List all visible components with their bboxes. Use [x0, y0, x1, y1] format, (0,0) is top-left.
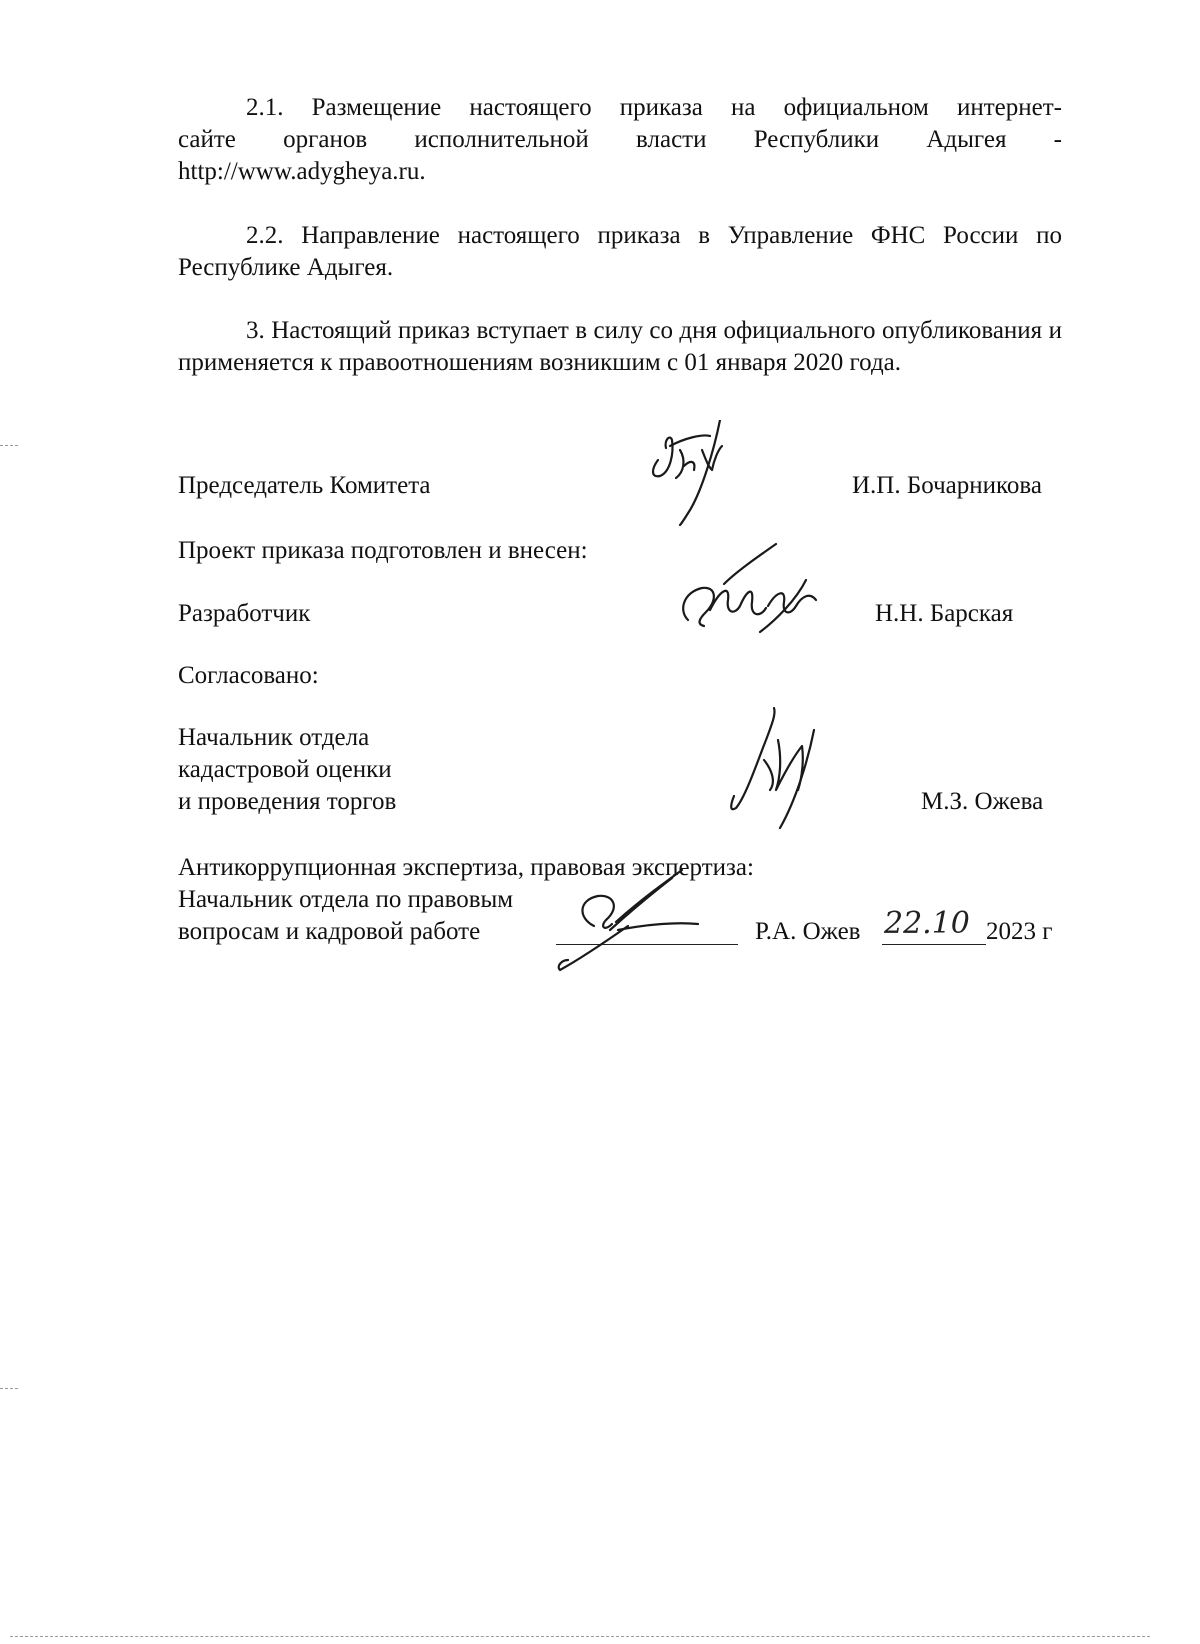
project-note: Проект приказа подготовлен и внесен:	[178, 537, 588, 564]
paragraph-2-1-line-1: 2.1. Размещение настоящего приказа на официальном интернет-	[246, 94, 1062, 121]
expertise-label: Антикоррупционная экспертиза, правовая экспертиза:	[178, 854, 754, 881]
date-underline	[882, 944, 986, 945]
head-legal-line-2: вопросам и кадровой работе	[178, 918, 481, 945]
head-legal-line-1: Начальник отдела по правовым	[178, 886, 514, 913]
paragraph-2-1-line-3: http://www.adygheya.ru.	[178, 158, 426, 185]
head-appraisal-signature	[724, 700, 834, 840]
head-appraisal-line-3: и проведения торгов	[178, 788, 397, 815]
head-legal-name: Р.А. Ожев	[755, 918, 861, 945]
paragraph-2-2: 2.2. Направление настоящего приказа в Управление ФНС России по Республике Адыгея.	[178, 222, 1062, 281]
head-appraisal-line-1: Начальник отдела	[178, 724, 370, 751]
paragraph-2-1-line-2: сайте органов исполнительной власти Республики Адыгея -	[178, 126, 1062, 153]
head-appraisal-line-2: кадастровой оценки	[178, 756, 392, 783]
head-appraisal-name: М.З. Ожева	[921, 788, 1044, 815]
scan-edge-bottom	[10, 1636, 1150, 1637]
chairman-role: Председатель Комитета	[178, 472, 431, 499]
head-legal-signature	[548, 866, 738, 976]
scan-edge-left-top	[0, 445, 18, 446]
paragraph-3: 3. Настоящий приказ вступает в силу со дня официального опубликования и применяется к правоотношениям возникшим с 01 января 2020 года.	[178, 317, 1062, 376]
developer-signature	[676, 540, 836, 640]
developer-name: Н.Н. Барская	[875, 600, 1014, 627]
date-suffix: 2023 г	[986, 918, 1053, 945]
scan-edge-left-bottom	[0, 1388, 18, 1389]
chairman-name: И.П. Бочарникова	[852, 472, 1042, 499]
handwritten-date: 22.10	[884, 906, 970, 941]
chairman-signature	[640, 420, 760, 540]
developer-role: Разработчик	[178, 600, 311, 627]
agreed-label: Согласовано:	[178, 662, 319, 689]
paragraph-2-1	[178, 92, 1062, 188]
